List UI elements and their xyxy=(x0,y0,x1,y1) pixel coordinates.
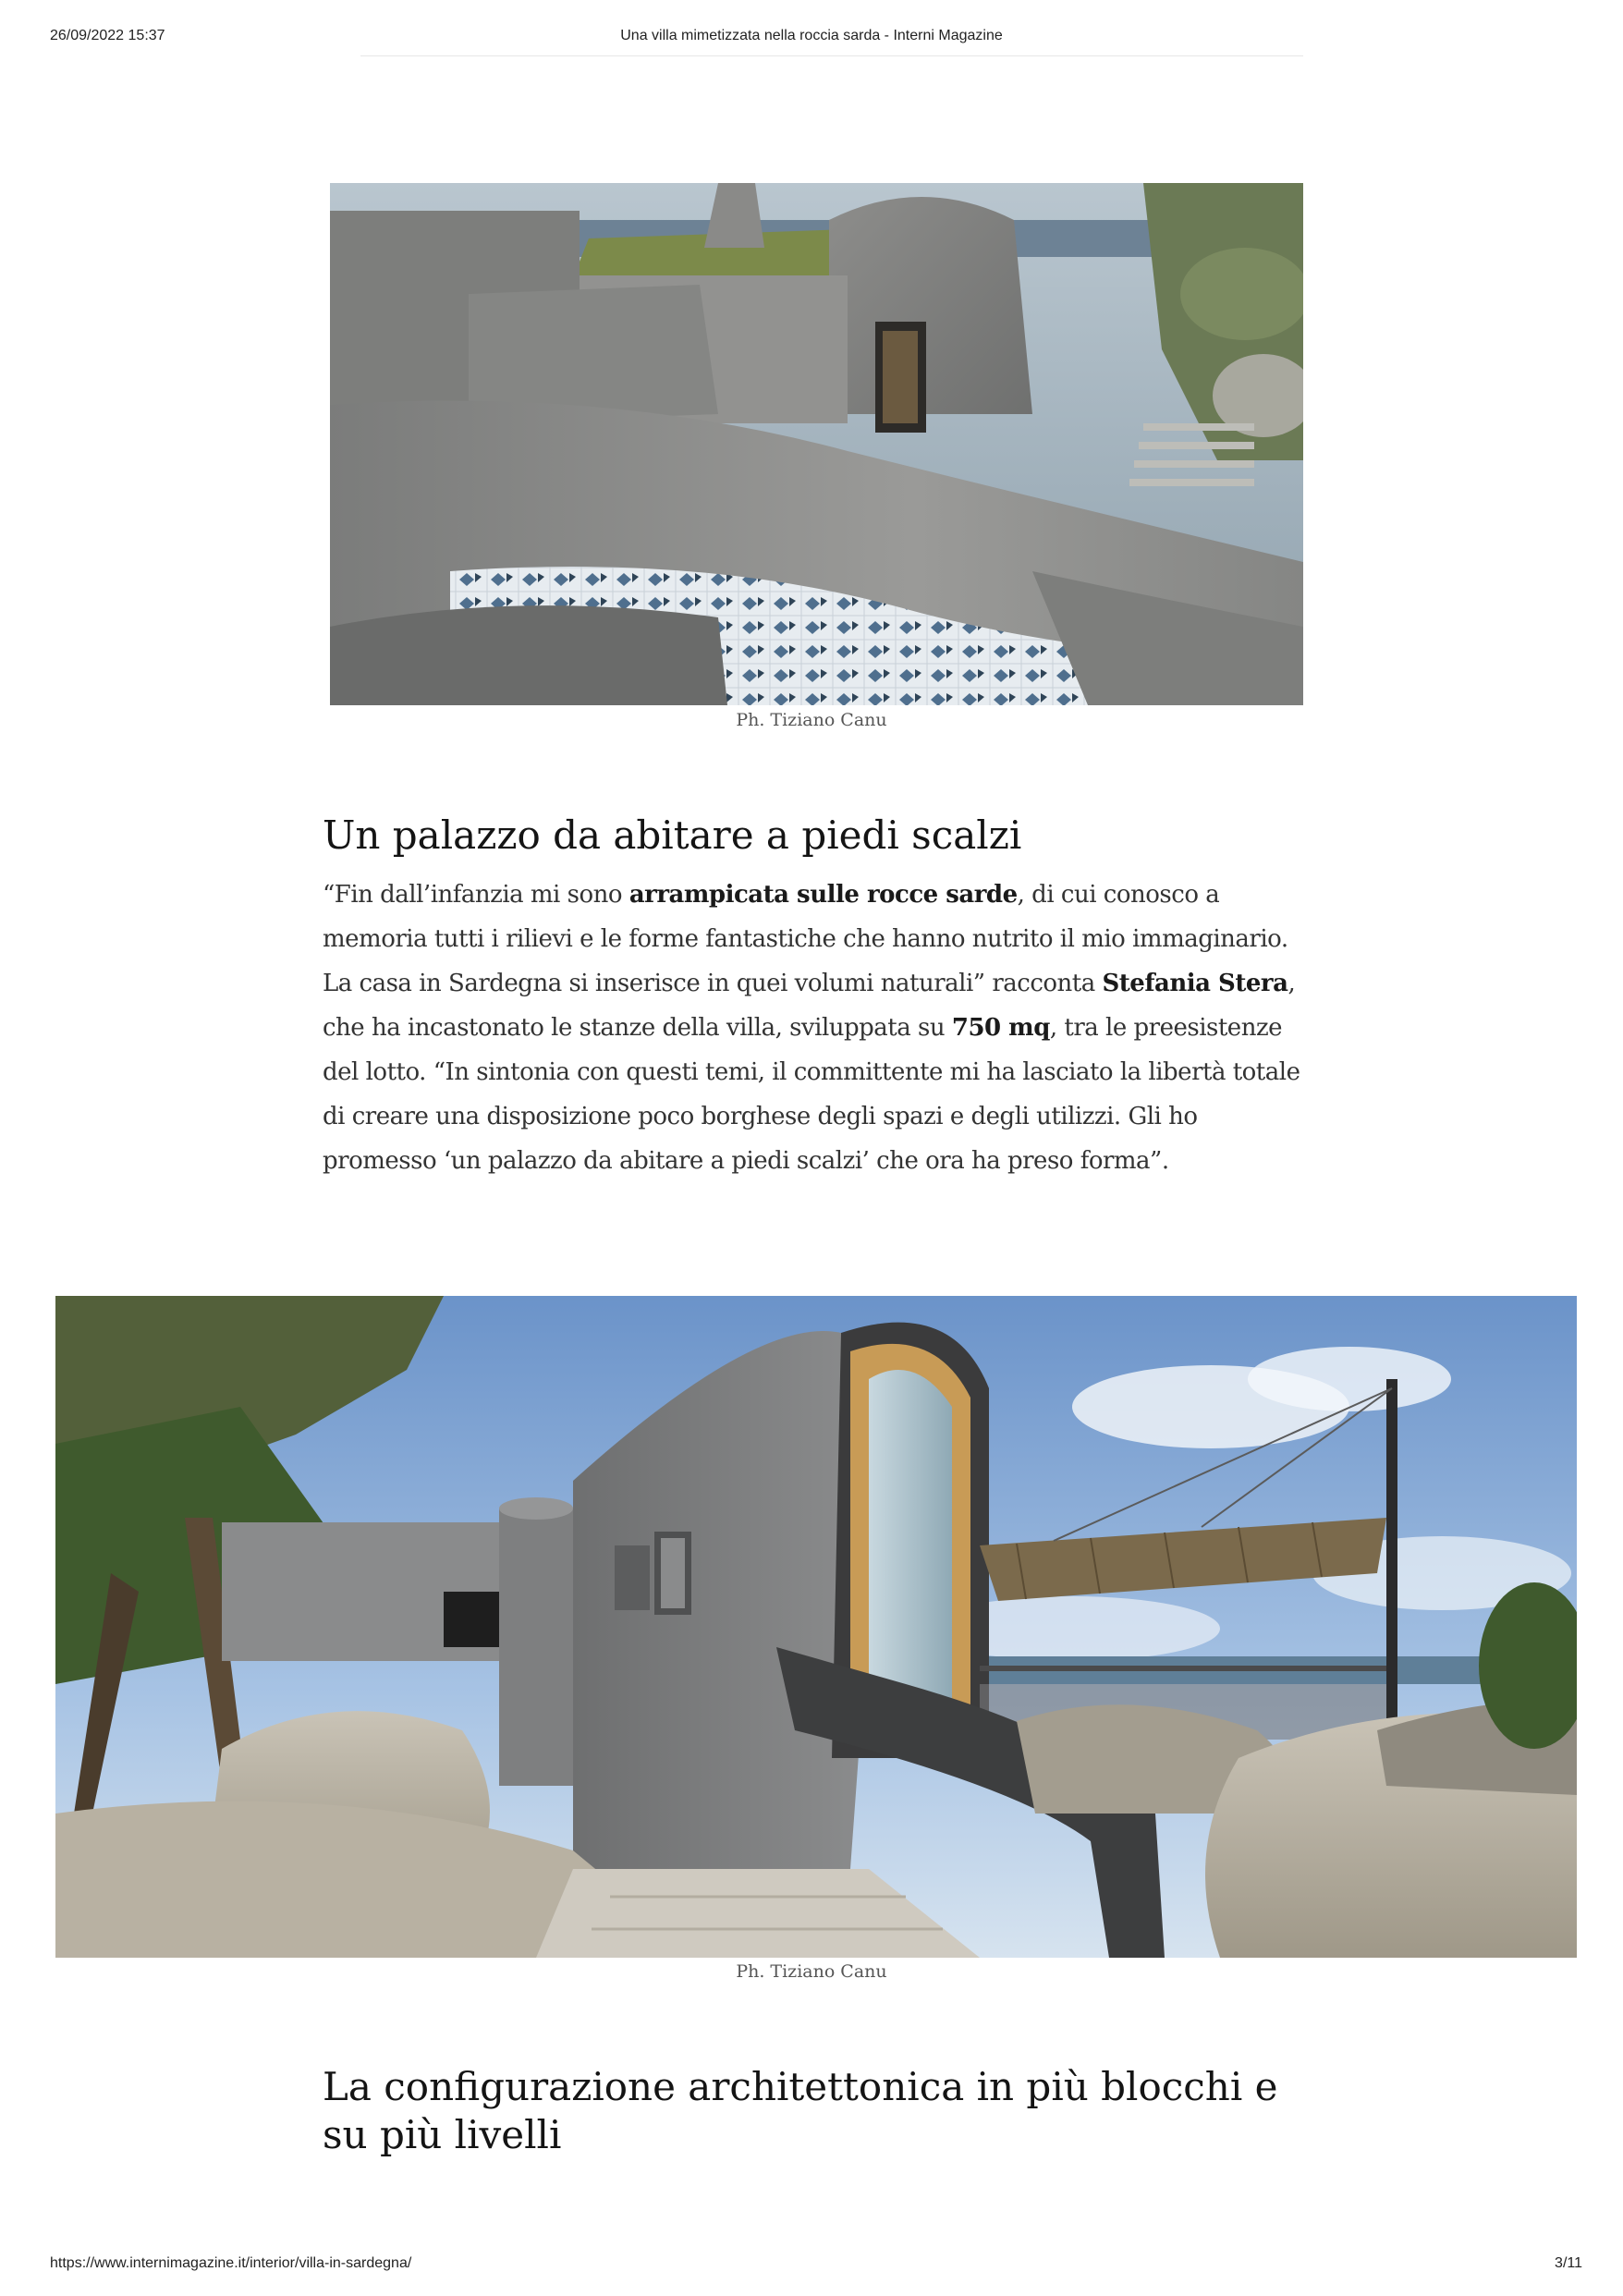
article-paragraph: “Fin dall’infanzia mi sono arrampicata sulle rocce sarde, di cui conosco a memoria tutti i rilievi e le forme fantastiche che hanno nutrito il mio immaginario. La casa in Sardegna si inserisce in quei volumi naturali” racconta Stefania Stera, che ha incastonato le stanze della villa, sviluppata su 750 mq, tra le preesistenze del lotto. “In sintonia con questi temi, il committente mi ha lasciato la libertà totale di creare una disposizione poco borghese degli spazi e degli utilizzi. Gli ho promesso ‘un palazzo da abitare a piedi scalzi’ che ora ha preso forma”. xyxy=(323,881,1300,1175)
section-heading: La configurazione architettonica in più blocchi e su più livelli xyxy=(323,2064,1278,2157)
area-value: 750 mq xyxy=(951,1014,1050,1042)
print-footer-url: https://www.internimagazine.it/interior/villa-in-sardegna/ xyxy=(50,2255,412,2271)
print-header-date: 26/09/2022 15:37 xyxy=(50,28,165,43)
architect-name: Stefania Stera xyxy=(1102,970,1288,997)
villa-rooftop-photo xyxy=(330,183,1303,705)
header-divider xyxy=(360,55,1303,56)
print-header-title: Una villa mimetizzata nella roccia sarda - Interni Magazine xyxy=(620,28,1003,43)
photo-caption: Ph. Tiziano Canu xyxy=(736,1961,887,1982)
villa-among-rocks-photo xyxy=(55,1296,1577,1958)
section-heading: Un palazzo da abitare a piedi scalzi xyxy=(323,812,1022,858)
emphasis-text: arrampicata sulle rocce sarde xyxy=(628,881,1018,909)
print-footer-page-number: 3/11 xyxy=(1555,2255,1582,2271)
photo-caption: Ph. Tiziano Canu xyxy=(736,710,887,730)
